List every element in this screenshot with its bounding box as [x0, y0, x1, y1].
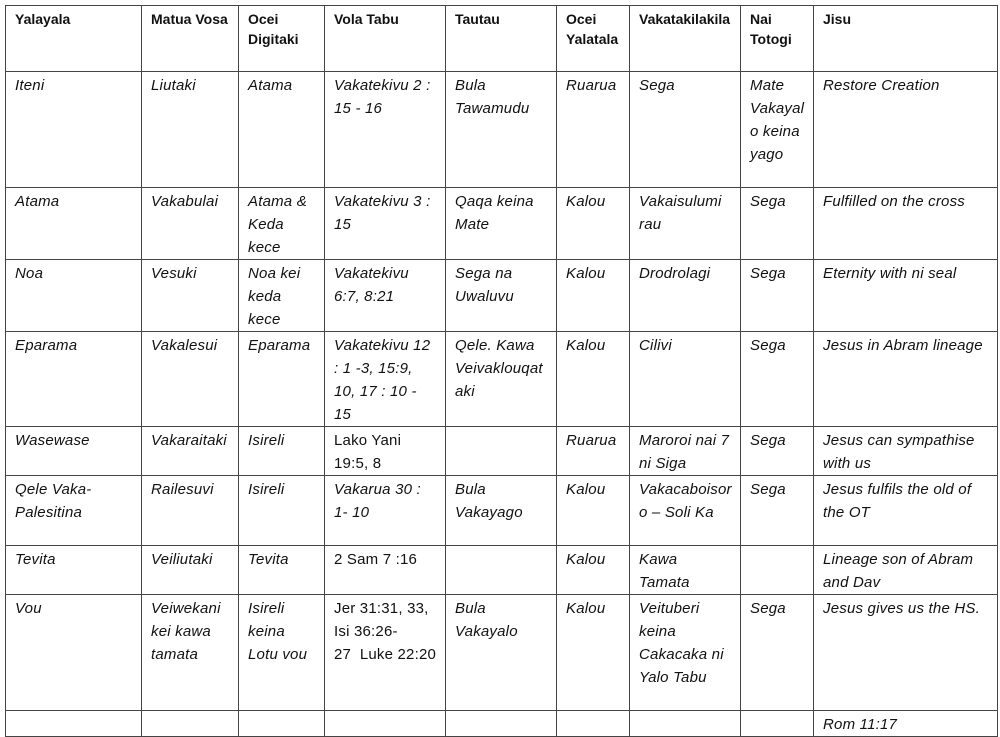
table-cell: Veiliutaki: [142, 546, 239, 595]
table-cell: Lineage son of Abram and Dav: [814, 546, 998, 595]
table-cell: Restore Creation: [814, 72, 998, 188]
table-row: [6, 72, 998, 188]
table-row: [6, 188, 998, 260]
table-cell: Eparama: [239, 332, 325, 427]
table-cell: Qele Vaka-Palesitina: [6, 476, 142, 546]
table-cell: Jesus can sympathise with us: [814, 427, 998, 476]
column-header-nai-totogi: Nai Totogi: [741, 6, 814, 72]
table-cell: Bula Vakayalo: [446, 595, 557, 711]
table-cell: Sega: [741, 595, 814, 711]
column-header-ocei-yalatala: Ocei Yalatala: [557, 6, 630, 72]
table-cell: Jesus gives us the HS.: [814, 595, 998, 711]
table-cell: Kalou: [557, 546, 630, 595]
table-cell: Sega: [741, 188, 814, 260]
table-cell: Sega: [741, 332, 814, 427]
table-row: [6, 476, 998, 546]
table-cell: Ruarua: [557, 427, 630, 476]
table-cell: [142, 711, 239, 737]
table-cell: [325, 711, 446, 737]
table-cell: Cilivi: [630, 332, 741, 427]
table-cell: Ruarua: [557, 72, 630, 188]
table-cell: Iteni: [6, 72, 142, 188]
table-cell: Isireli keina Lotu vou: [239, 595, 325, 711]
table-cell: Jesus fulfils the old of the OT: [814, 476, 998, 546]
table-row: [6, 332, 998, 427]
table-cell: Jesus in Abram lineage: [814, 332, 998, 427]
column-header-tautau: Tautau: [446, 6, 557, 72]
table-cell: Drodrolagi: [630, 260, 741, 332]
table-cell: Vakatekivu 6:7, 8:21: [325, 260, 446, 332]
table-cell: [239, 711, 325, 737]
table-cell: Vakaisulumi rau: [630, 188, 741, 260]
table-cell: Vakatekivu 12 : 1 -3, 15:9, 10, 17 : 10 - 15: [325, 332, 446, 427]
table-cell: Qele. Kawa Veivaklouqataki: [446, 332, 557, 427]
table-cell: Tevita: [239, 546, 325, 595]
table-cell: Atama: [6, 188, 142, 260]
table-cell: Vesuki: [142, 260, 239, 332]
table-cell: [741, 711, 814, 737]
table-cell: 2 Sam 7 :16: [325, 546, 446, 595]
table-cell: Isireli: [239, 476, 325, 546]
table-cell: Tevita: [6, 546, 142, 595]
table-cell: Bula Tawamudu: [446, 72, 557, 188]
table-cell: [446, 427, 557, 476]
table-cell: Sega: [630, 72, 741, 188]
table-cell: Kalou: [557, 188, 630, 260]
table-cell: Sega: [741, 427, 814, 476]
column-header-yalayala: Yalayala: [6, 6, 142, 72]
table-cell: Maroroi nai 7 ni Siga: [630, 427, 741, 476]
table-cell: Eternity with ni seal: [814, 260, 998, 332]
table-cell: [446, 546, 557, 595]
table-cell: Vakalesui: [142, 332, 239, 427]
header-row: [6, 6, 998, 72]
table-cell: Noa kei keda kece: [239, 260, 325, 332]
table-cell: Bula Vakayago: [446, 476, 557, 546]
table-cell: Jer 31:31, 33, Isi 36:26-27 Luke 22:20: [325, 595, 446, 711]
table-cell: Qaqa keina Mate: [446, 188, 557, 260]
table-cell: Eparama: [6, 332, 142, 427]
table-row: [6, 711, 998, 737]
table-cell: Veituberi keina Cakacaka ni Yalo Tabu: [630, 595, 741, 711]
table-cell: Veiwekani kei kawa tamata: [142, 595, 239, 711]
table-cell: [557, 711, 630, 737]
table-cell: Kalou: [557, 332, 630, 427]
table-cell: Rom 11:17: [814, 711, 998, 737]
table-cell: Lako Yani 19:5, 8: [325, 427, 446, 476]
table-cell: Kalou: [557, 595, 630, 711]
table-row: [6, 595, 998, 711]
table-cell: [446, 711, 557, 737]
table-cell: Mate Vakayalo keina yago: [741, 72, 814, 188]
table-cell: Noa: [6, 260, 142, 332]
table-cell: [630, 711, 741, 737]
table-cell: Wasewase: [6, 427, 142, 476]
table-cell: Railesuvi: [142, 476, 239, 546]
table-cell: Sega: [741, 476, 814, 546]
table-cell: Kalou: [557, 260, 630, 332]
table-cell: Vou: [6, 595, 142, 711]
table-cell: Isireli: [239, 427, 325, 476]
table-cell: Vakarua 30 : 1- 10: [325, 476, 446, 546]
table-cell: [741, 546, 814, 595]
column-header-ocei-digitaki: Ocei Digitaki: [239, 6, 325, 72]
table-row: [6, 427, 998, 476]
table-cell: Sega: [741, 260, 814, 332]
column-header-vola-tabu: Vola Tabu: [325, 6, 446, 72]
table-cell: Vakatekivu 3 : 15: [325, 188, 446, 260]
table-cell: Fulfilled on the cross: [814, 188, 998, 260]
table-cell: Liutaki: [142, 72, 239, 188]
table-cell: Atama: [239, 72, 325, 188]
table-row: [6, 546, 998, 595]
table-row: [6, 260, 998, 332]
table-cell: Vakabulai: [142, 188, 239, 260]
table-cell: Kawa Tamata: [630, 546, 741, 595]
table-cell: Vakaraitaki: [142, 427, 239, 476]
column-header-jisu: Jisu: [814, 6, 998, 72]
column-header-matua-vosa: Matua Vosa: [142, 6, 239, 72]
table-cell: Kalou: [557, 476, 630, 546]
column-header-vakatakilakila: Vakatakilakila: [630, 6, 741, 72]
table-cell: Vakacaboisoro – Soli Ka: [630, 476, 741, 546]
covenants-table: [5, 5, 998, 737]
table-cell: [6, 711, 142, 737]
table-cell: Atama & Keda kece: [239, 188, 325, 260]
table-cell: Vakatekivu 2 : 15 - 16: [325, 72, 446, 188]
table-cell: Sega na Uwaluvu: [446, 260, 557, 332]
